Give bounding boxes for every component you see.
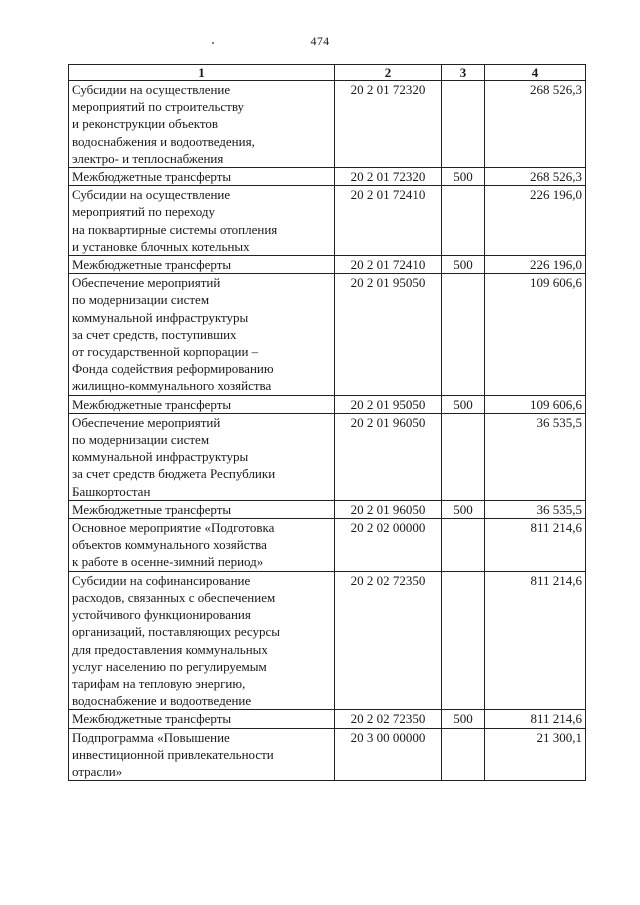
row-type-cell: 500 xyxy=(442,500,485,518)
row-sum-cell: 36 535,5 xyxy=(485,500,586,518)
row-sum-cell: 226 196,0 xyxy=(485,256,586,274)
table-header xyxy=(69,65,586,81)
row-code-cell: 20 3 00 00000 xyxy=(335,728,442,781)
page-number: 474 xyxy=(310,34,330,48)
header-col-2: 2 xyxy=(335,65,442,81)
row-type-cell xyxy=(442,186,485,256)
row-sum-cell: 21 300,1 xyxy=(485,728,586,781)
header-col-4: 4 xyxy=(485,65,586,81)
row-name-cell: Межбюджетные трансферты xyxy=(69,500,335,518)
row-sum-cell: 811 214,6 xyxy=(485,571,586,710)
table-row xyxy=(69,256,586,274)
budget-table xyxy=(68,64,586,781)
row-code-cell: 20 2 01 72410 xyxy=(335,256,442,274)
row-code-cell: 20 2 01 72320 xyxy=(335,81,442,168)
row-code-cell: 20 2 02 72350 xyxy=(335,571,442,710)
row-type-cell xyxy=(442,728,485,781)
table-row xyxy=(69,571,586,710)
row-type-cell xyxy=(442,519,485,572)
table-row xyxy=(69,728,586,781)
row-sum-cell: 226 196,0 xyxy=(485,186,586,256)
row-sum-cell: 811 214,6 xyxy=(485,710,586,728)
row-code-cell: 20 2 02 00000 xyxy=(335,519,442,572)
row-code-cell: 20 2 01 95050 xyxy=(335,274,442,395)
row-name-cell: Субсидии на софинансирование расходов, связанных с обеспечением устойчивого функционирования организаций, поставляющих ресурсы для предоставления коммунальных услуг населению по регулируемым тарифам на тепловую энергию, водоснабжение и водоотведение xyxy=(69,571,335,710)
table-body xyxy=(69,81,586,781)
scan-artifact xyxy=(212,42,214,44)
row-sum-cell: 811 214,6 xyxy=(485,519,586,572)
row-type-cell xyxy=(442,81,485,168)
row-name-cell: Подпрограмма «Повышение инвестиционной привлекательности отрасли» xyxy=(69,728,335,781)
row-sum-cell: 268 526,3 xyxy=(485,168,586,186)
row-name-cell: Обеспечение мероприятий по модернизации систем коммунальной инфраструктуры за счет средств бюджета Республики Башкортостан xyxy=(69,413,335,500)
row-code-cell: 20 2 02 72350 xyxy=(335,710,442,728)
row-name-cell: Субсидии на осуществление мероприятий по переходу на поквартирные системы отопления и установке блочных котельных xyxy=(69,186,335,256)
row-name-cell: Межбюджетные трансферты xyxy=(69,168,335,186)
row-type-cell: 500 xyxy=(442,168,485,186)
row-name-cell: Межбюджетные трансферты xyxy=(69,395,335,413)
row-sum-cell: 36 535,5 xyxy=(485,413,586,500)
table-row xyxy=(69,186,586,256)
row-sum-cell: 268 526,3 xyxy=(485,81,586,168)
row-code-cell: 20 2 01 96050 xyxy=(335,413,442,500)
row-type-cell xyxy=(442,413,485,500)
row-code-cell: 20 2 01 96050 xyxy=(335,500,442,518)
table-row xyxy=(69,710,586,728)
table-row xyxy=(69,500,586,518)
table-row xyxy=(69,413,586,500)
row-sum-cell: 109 606,6 xyxy=(485,274,586,395)
row-code-cell: 20 2 01 72320 xyxy=(335,168,442,186)
table-row xyxy=(69,274,586,395)
header-row xyxy=(69,65,586,81)
row-name-cell: Межбюджетные трансферты xyxy=(69,256,335,274)
row-name-cell: Межбюджетные трансферты xyxy=(69,710,335,728)
row-name-cell: Основное мероприятие «Подготовка объектов коммунального хозяйства к работе в осенне-зимний период» xyxy=(69,519,335,572)
row-name-cell: Субсидии на осуществление мероприятий по строительству и реконструкции объектов водоснабжения и водоотведения, электро- и теплоснабжения xyxy=(69,81,335,168)
row-type-cell xyxy=(442,571,485,710)
row-type-cell: 500 xyxy=(442,395,485,413)
row-sum-cell: 109 606,6 xyxy=(485,395,586,413)
table-row xyxy=(69,81,586,168)
header-col-1: 1 xyxy=(69,65,335,81)
row-type-cell xyxy=(442,274,485,395)
row-code-cell: 20 2 01 72410 xyxy=(335,186,442,256)
row-type-cell: 500 xyxy=(442,256,485,274)
row-name-cell: Обеспечение мероприятий по модернизации систем коммунальной инфраструктуры за счет средств, поступивших от государственной корпорации – Фонда содействия реформированию жилищно-коммунального хозяйства xyxy=(69,274,335,395)
table-row xyxy=(69,395,586,413)
row-type-cell: 500 xyxy=(442,710,485,728)
table-row xyxy=(69,519,586,572)
row-code-cell: 20 2 01 95050 xyxy=(335,395,442,413)
header-col-3: 3 xyxy=(442,65,485,81)
table-row xyxy=(69,168,586,186)
